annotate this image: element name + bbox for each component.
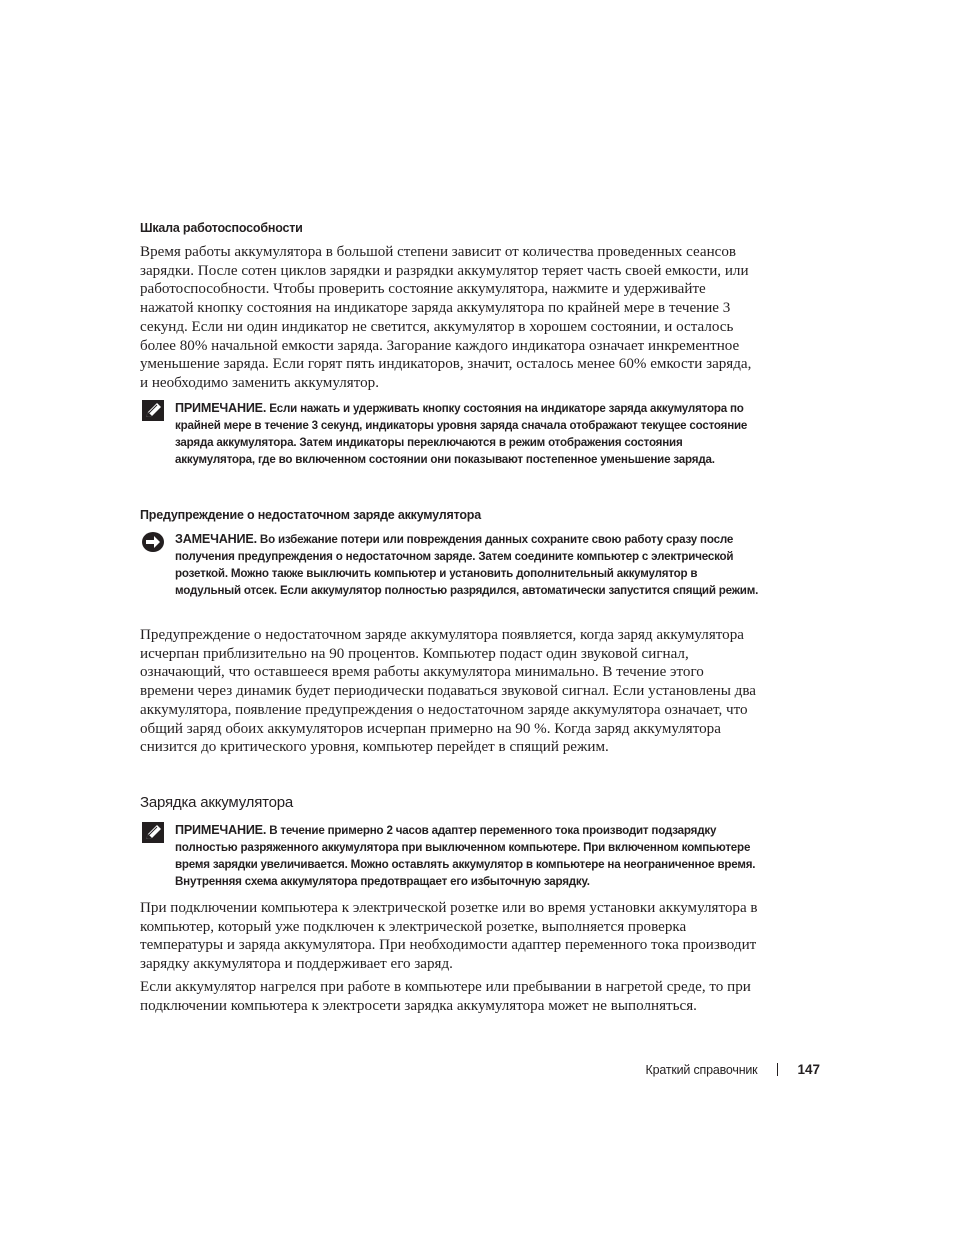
notice-text: Во избежание потери или повреждения данных сохраните свою работу сразу после получения предупреждения о недостаточном заряде. Затем соедините компьютер с электрической розеткой. Можно также выключить компьютер и установить дополнительный аккумулятор в модульный отсек. Если аккумулятор полностью разрядился, автоматически запустится спящий режим.: [175, 533, 759, 597]
page-footer: [646, 1062, 820, 1077]
footer-title: Краткий справочник: [645, 1062, 758, 1077]
note-label: ПРИМЕЧАНИЕ.: [175, 823, 267, 837]
notice-arrow-icon: [142, 531, 166, 553]
notice-label: ЗАМЕЧАНИЕ.: [175, 532, 257, 546]
heading-charging: Зарядка аккумулятора: [140, 794, 294, 811]
pencil-note-icon: [142, 400, 166, 422]
paragraph-charging-2: Если аккумулятор нагрелся при работе в компьютере или пребывании в нагретой среде, то при подключении компьютера к электросети зарядка аккумулятора может не выполняться.: [140, 979, 751, 1014]
page-number: 147: [797, 1062, 820, 1077]
paragraph-low-battery: Предупреждение о недостаточном заряде аккумулятора появляется, когда заряд аккумулятора исчерпан приблизительно на 90 процентов. Компьютер подаст один звуковой сигнал, означающий, что оставшееся время работы аккумулятора минимально. В течение этого времени через динамик будет периодически подаваться звуковой сигнал. Если установлены два аккумулятора, появление предупреждения о недостаточном заряде аккумулятора означает, что общий заряд обоих аккумуляторов исчерпан примерно на 90 %. Когда заряд аккумулятора снизится до критического уровня, компьютер перейдет в спящий режим.: [140, 627, 756, 756]
footer-divider: [777, 1063, 778, 1076]
heading-low-battery: Предупреждение о недостаточном заряде аккумулятора: [140, 508, 481, 522]
note-health: [140, 400, 760, 468]
note-charging: [140, 822, 760, 890]
note-label: ПРИМЕЧАНИЕ.: [175, 401, 267, 415]
paragraph-health-gauge: Время работы аккумулятора в большой степени зависит от количества проведенных сеансов зарядки. После сотен циклов зарядки и разрядки аккумулятор теряет часть своей емкости, или работоспособности. Чтобы проверить состояние аккумулятора, нажмите и удерживайте нажатой кнопку состояния на индикаторе заряда аккумулятора по крайней мере в течение 3 секунд. Если ни один индикатор не светится, аккумулятор в хорошем состоянии, и осталось более 80% начальной емкости заряда. Загорание каждого индикатора означает инкрементное уменьшение заряда. Если горят пять индикаторов, значит, осталось менее 60% емкости заряда, и необходимо заменить аккумулятор.: [140, 244, 752, 391]
notice-low-battery: [140, 531, 760, 599]
pencil-note-icon: [142, 822, 166, 844]
note-text: В течение примерно 2 часов адаптер переменного тока производит подзарядку полностью разряженного аккумулятора при выключенном компьютере. При включенном компьютере время зарядки увеличивается. Можно оставлять аккумулятор в компьютере на неограниченное время. Внутренняя схема аккумулятора предотвращает его избыточную зарядку.: [175, 824, 756, 888]
heading-health-gauge: Шкала работоспособности: [140, 221, 303, 235]
note-text: Если нажать и удерживать кнопку состояния на индикаторе заряда аккумулятора по крайней мере в течение 3 секунд, индикаторы уровня заряда сначала отображают текущее состояние заряда аккумулятора. Затем индикаторы переключаются в режим отображения состояния аккумулятора, где во включенном состоянии они показывают постепенное уменьшение заряда.: [175, 402, 748, 466]
paragraph-charging-1: При подключении компьютера к электрической розетке или во время установки аккумулятора в компьютер, который уже подключен к электрической розетке, выполняется проверка температуры и заряда аккумулятора. При необходимости адаптер переменного тока производит зарядку аккумулятора и поддерживает его заряд.: [140, 900, 758, 973]
